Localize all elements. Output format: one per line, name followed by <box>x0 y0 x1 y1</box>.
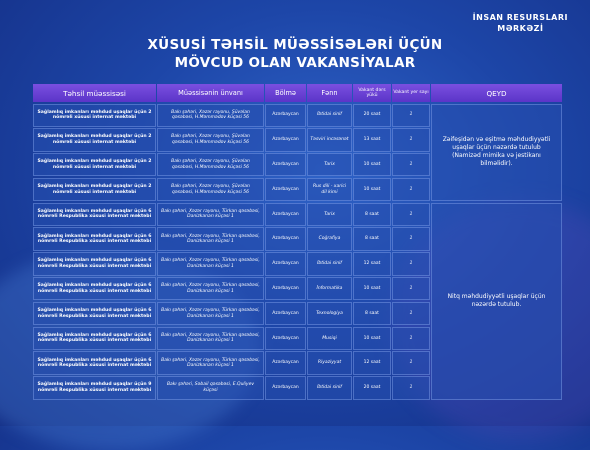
section-cell: Azərbaycan <box>265 252 306 275</box>
vacant-load-cell: 8 saat <box>353 203 391 226</box>
vacant-load-cell: 12 saat <box>353 252 391 275</box>
institution-cell: Sağlamlıq imkanları məhdud uşaqlar üçün 2 nömrəli xüsusi internat məktəbi <box>33 128 156 151</box>
address-cell: Bakı şəhəri, Xəzər rayonu, Türkan qəsəbəsi, Danizkanarı küçəsi 1 <box>157 227 264 250</box>
vacant-load-cell: 20 saat <box>353 376 391 399</box>
vacant-count-cell: 1 <box>392 327 430 350</box>
vacant-count-cell: 1 <box>392 104 430 127</box>
vacant-load-cell: 10 saat <box>353 277 391 300</box>
vacant-count-cell: 1 <box>392 351 430 374</box>
address-cell: Bakı şəhəri, Səbail qəsəbəsi, E.Quliyev küçəsi <box>157 376 264 399</box>
subject-cell: Tarix <box>307 153 352 176</box>
subject-cell: İbtidai sinif <box>307 104 352 127</box>
section-cell: Azərbaycan <box>265 327 306 350</box>
vacant-load-cell: 10 saat <box>353 327 391 350</box>
subject-cell: İnformatika <box>307 277 352 300</box>
header-section: Bölmə <box>265 84 306 102</box>
address-cell: Bakı şəhəri, Xəzər rayonu, Türkan qəsəbəsi, Danizkanarı küçəsi 1 <box>157 252 264 275</box>
address-cell: Bakı şəhəri, Xəzər rayonu, Türkan qəsəbəsi, Danizkanarı küçəsi 1 <box>157 203 264 226</box>
institution-cell: Sağlamlıq imkanları məhdud uşaqlar üçün 6 nömrəli Respublika xüsusi internat məktəbi <box>33 327 156 350</box>
address-cell: Bakı şəhəri, Xəzər rayonu, Şüvəlan qəsəbəsi, H.Məmmədov küçəsi 56 <box>157 104 264 127</box>
section-cell: Azərbaycan <box>265 203 306 226</box>
institution-cell: Sağlamlıq imkanları məhdud uşaqlar üçün 6 nömrəli Respublika xüsusi internat məktəbi <box>33 252 156 275</box>
subject-cell: Coğrafiya <box>307 227 352 250</box>
institution-cell: Sağlamlıq imkanları məhdud uşaqlar üçün 6 nömrəli Respublika xüsusi internat məktəbi <box>33 302 156 325</box>
vacant-count-cell: 1 <box>392 227 430 250</box>
subject-cell: İbtidai sinif <box>307 252 352 275</box>
vacant-count-cell: 1 <box>392 153 430 176</box>
section-cell: Azərbaycan <box>265 153 306 176</box>
institution-cell: Sağlamlıq imkanları məhdud uşaqlar üçün 6 nömrəli Respublika xüsusi internat məktəbi <box>33 351 156 374</box>
vacant-load-cell: 10 saat <box>353 178 391 201</box>
vacant-load-cell: 13 saat <box>353 128 391 151</box>
address-cell: Bakı şəhəri, Xəzər rayonu, Şüvəlan qəsəbəsi, H.Məmmədov küçəsi 56 <box>157 153 264 176</box>
logo-line-2: MƏRKƏZİ <box>497 24 544 33</box>
title-line-2: MÖVCUD OLAN VAKANSİYALAR <box>174 55 416 71</box>
header-subject: Fənn <box>307 84 352 102</box>
note-cell: Nitq məhdudiyyətli uşaqlar üçün nəzərdə tutulub. <box>431 203 562 400</box>
section-cell: Azərbaycan <box>265 128 306 151</box>
address-cell: Bakı şəhəri, Xəzər rayonu, Türkan qəsəbəsi, Danizkanarı küçəsi 1 <box>157 277 264 300</box>
institution-cell: Sağlamlıq imkanları məhdud uşaqlar üçün 6 nömrəli Respublika xüsusi internat məktəbi <box>33 227 156 250</box>
vacant-count-cell: 1 <box>392 203 430 226</box>
section-cell: Azərbaycan <box>265 277 306 300</box>
title-line-1: XÜSUSİ TƏHSİL MÜƏSSİSƏLƏRİ ÜÇÜN <box>147 37 443 53</box>
note-cell: Zəifeşidən və eşitmə məhdudiyyətli uşaqlar üçün nəzərdə tutulub (Namizəd mimika və jestikanı bilməlidir). <box>431 104 562 202</box>
page-title <box>0 36 590 72</box>
subject-cell: Rus dili - xarici dil kimi <box>307 178 352 201</box>
vacancies-table <box>33 84 560 400</box>
subject-cell: Tarix <box>307 203 352 226</box>
vacant-load-cell: 8 saat <box>353 227 391 250</box>
vacant-count-cell: 1 <box>392 178 430 201</box>
section-cell: Azərbaycan <box>265 351 306 374</box>
header-vacant-count: Vakant yer sayı <box>392 84 430 102</box>
section-cell: Azərbaycan <box>265 302 306 325</box>
header-institution: Təhsil müəssisəsi <box>33 84 156 102</box>
institution-cell: Sağlamlıq imkanları məhdud uşaqlar üçün 2 nömrəli xüsusi internat məktəbi <box>33 104 156 127</box>
vacant-count-cell: 1 <box>392 252 430 275</box>
address-cell: Bakı şəhəri, Xəzər rayonu, Türkan qəsəbəsi, Danizkanarı küçəsi 1 <box>157 327 264 350</box>
vacant-load-cell: 12 saat <box>353 351 391 374</box>
vacant-load-cell: 20 saat <box>353 104 391 127</box>
subject-cell: Musiqi <box>307 327 352 350</box>
subject-cell: Texnologiya <box>307 302 352 325</box>
section-cell: Azərbaycan <box>265 227 306 250</box>
section-cell: Azərbaycan <box>265 376 306 399</box>
vacant-load-cell: 10 saat <box>353 153 391 176</box>
institution-cell: Sağlamlıq imkanları məhdud uşaqlar üçün 2 nömrəli xüsusi internat məktəbi <box>33 178 156 201</box>
institution-cell: Sağlamlıq imkanları məhdud uşaqlar üçün 6 nömrəli Respublika xüsusi internat məktəbi <box>33 203 156 226</box>
subject-cell: Riyaziyyat <box>307 351 352 374</box>
vacant-load-cell: 8 saat <box>353 302 391 325</box>
subject-cell: Təsviri incəsənət <box>307 128 352 151</box>
address-cell: Bakı şəhəri, Xəzər rayonu, Şüvəlan qəsəbəsi, H.Məmmədov küçəsi 56 <box>157 178 264 201</box>
logo <box>473 12 568 34</box>
logo-line-1: İNSAN RESURSLARI <box>472 13 568 22</box>
vacant-count-cell: 1 <box>392 277 430 300</box>
address-cell: Bakı şəhəri, Xəzər rayonu, Türkan qəsəbəsi, Danizkanarı küçəsi 1 <box>157 351 264 374</box>
address-cell: Bakı şəhəri, Xəzər rayonu, Türkan qəsəbəsi, Danizkanarı küçəsi 1 <box>157 302 264 325</box>
subject-cell: İbtidai sinif <box>307 376 352 399</box>
header-note: QEYD <box>431 84 562 102</box>
header-vacant-load: Vakant dərs yükü <box>353 84 391 102</box>
section-cell: Azərbaycan <box>265 104 306 127</box>
header-address: Müəssisənin ünvanı <box>157 84 264 102</box>
address-cell: Bakı şəhəri, Xəzər rayonu, Şüvəlan qəsəbəsi, H.Məmmədov küçəsi 56 <box>157 128 264 151</box>
section-cell: Azərbaycan <box>265 178 306 201</box>
institution-cell: Sağlamlıq imkanları məhdud uşaqlar üçün 9 nömrəli Respublika xüsusi internat məktəbi <box>33 376 156 399</box>
vacant-count-cell: 1 <box>392 376 430 399</box>
vacant-count-cell: 1 <box>392 128 430 151</box>
institution-cell: Sağlamlıq imkanları məhdud uşaqlar üçün 6 nömrəli Respublika xüsusi internat məktəbi <box>33 277 156 300</box>
institution-cell: Sağlamlıq imkanları məhdud uşaqlar üçün 2 nömrəli xüsusi internat məktəbi <box>33 153 156 176</box>
vacant-count-cell: 1 <box>392 302 430 325</box>
